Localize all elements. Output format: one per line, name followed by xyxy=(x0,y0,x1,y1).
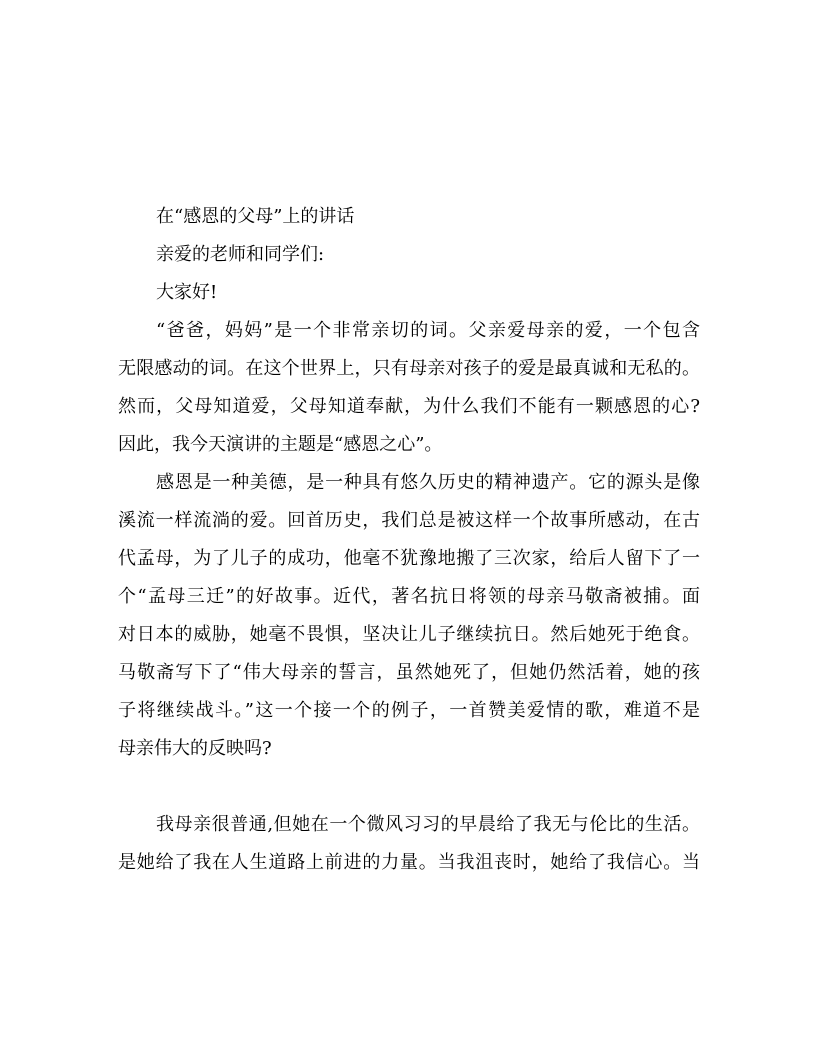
paragraph-line: “爸爸，妈妈”是一个非常亲切的词。父亲爱母亲的爱，一个包含 xyxy=(156,320,700,341)
paragraph-line: 对日本的威胁，她毫不畏惧，坚决让儿子继续抗日。然后她死于绝食。 xyxy=(118,624,700,645)
salutation: 亲爱的老师和同学们: xyxy=(156,244,325,265)
paragraph-line: 母亲伟大的反映吗? xyxy=(118,738,272,759)
paragraph-line: 马敬斋写下了“伟大母亲的誓言，虽然她死了，但她仍然活着，她的孩 xyxy=(118,662,700,683)
paragraph-line: 是她给了我在人生道路上前进的力量。当我沮丧时，她给了我信心。当 xyxy=(118,852,700,873)
paragraph-line: 代孟母，为了儿子的成功，他毫不犹豫地搬了三次家，给后人留下了一 xyxy=(118,548,700,569)
paragraph-1 xyxy=(118,312,700,464)
paragraph-spacer xyxy=(118,768,700,806)
paragraph-line: 因此，我今天演讲的主题是“感恩之心”。 xyxy=(118,434,443,455)
paragraph-line: 溪流一样流淌的爱。回首历史，我们总是被这样一个故事所感动，在古 xyxy=(118,510,700,531)
paragraph-line: 然而，父母知道爱，父母知道奉献，为什么我们不能有一颗感恩的心? xyxy=(118,396,700,417)
document-title: 在“感恩的父母”上的讲话 xyxy=(156,206,355,227)
document-body xyxy=(118,198,700,882)
paragraph-line: 个“孟母三迁”的好故事。近代，著名抗日将领的母亲马敬斋被捕。面 xyxy=(118,586,700,607)
greeting: 大家好! xyxy=(156,282,218,303)
paragraph-line: 无限感动的词。在这个世界上，只有母亲对孩子的爱是最真诚和无私的。 xyxy=(118,358,700,379)
paragraph-line: 感恩是一种美德，是一种具有悠久历史的精神遗产。它的源头是像 xyxy=(156,472,700,493)
paragraph-line: 子将继续战斗。”这一个接一个的例子，一首赞美爱情的歌，难道不是 xyxy=(118,700,700,721)
paragraph-3 xyxy=(118,806,700,882)
paragraph-2 xyxy=(118,464,700,768)
paragraph-line: 我母亲很普通,但她在一个微风习习的早晨给了我无与伦比的生活。 xyxy=(156,814,700,835)
